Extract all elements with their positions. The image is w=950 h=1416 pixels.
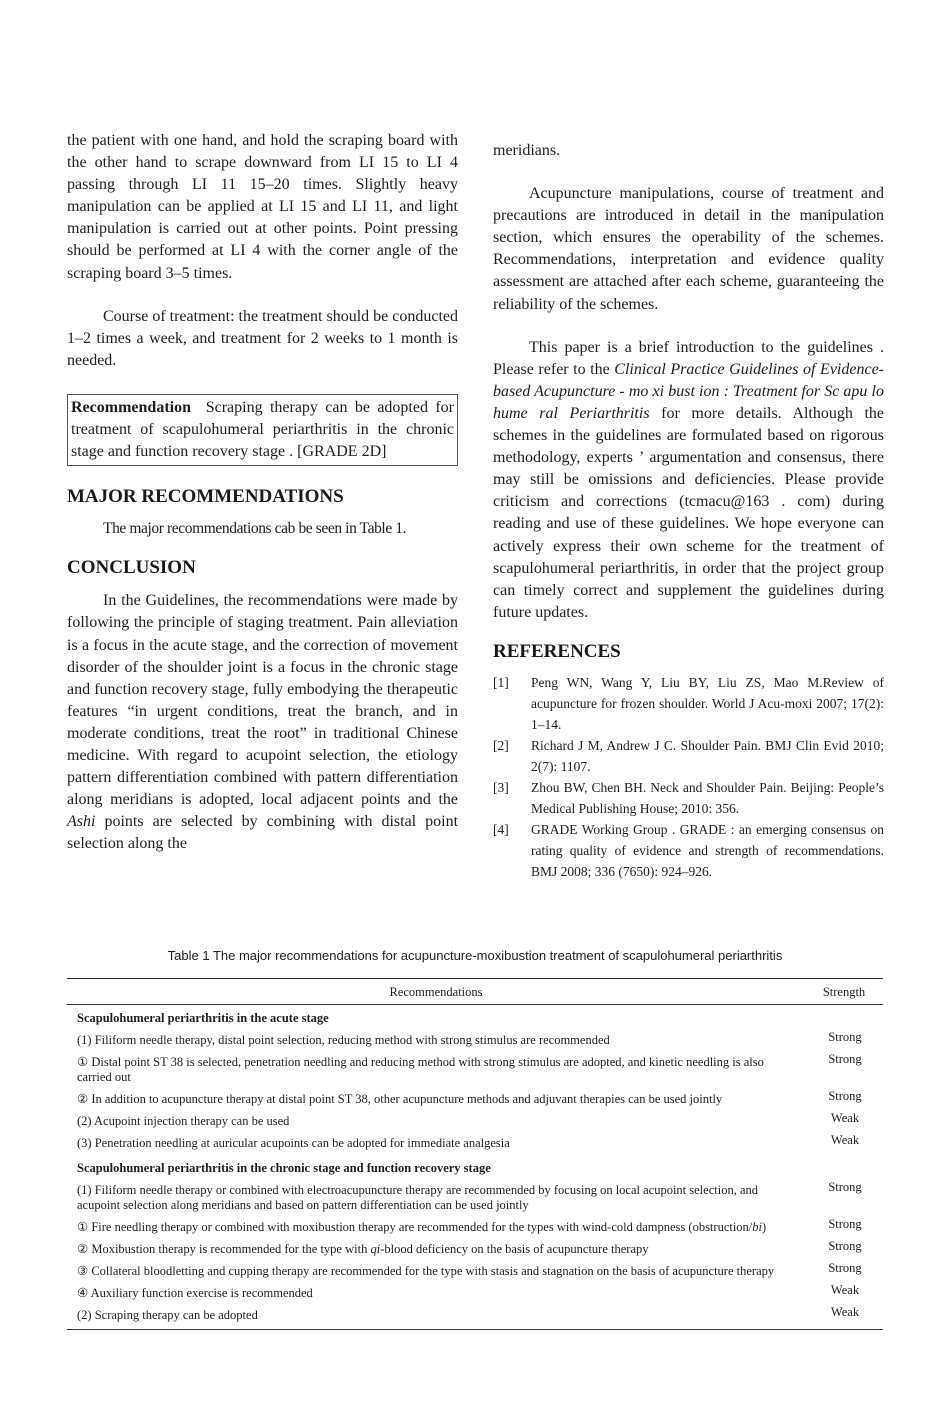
strength-cell: Strong	[828, 1261, 862, 1275]
recommendations-table	[67, 978, 883, 1330]
table-row	[67, 1111, 883, 1133]
major-recommendations-heading: MAJOR RECOMMENDATIONS	[67, 486, 344, 508]
guidelines-title: Clinical Practice Guidelines of Evidence-based Acupuncture - mo xi bust ion : Treatment for Sc apu lo hume ral Periarthritis	[493, 360, 884, 422]
left-column	[67, 130, 458, 855]
table-section-row	[67, 1155, 883, 1180]
conclusion-italic: Ashi	[67, 813, 96, 831]
reference-number: [2]	[493, 737, 509, 753]
right-paragraph-2-a: This paper is a brief introduction to the guidelines . Please refer to the	[493, 338, 884, 378]
recommendation-text-b: )	[762, 1220, 767, 1234]
recommendation-cell	[67, 1239, 805, 1261]
right-column	[493, 130, 884, 882]
strength-cell: Strong	[828, 1180, 862, 1194]
recommendation-text-b: -blood deficiency on the basis of acupuncture therapy	[380, 1242, 649, 1256]
right-paragraph-2	[493, 337, 884, 624]
recommendation-cell: ② In addition to acupuncture therapy at distal point ST 38, other acupuncture methods and adjuvant therapies can be used jointly	[77, 1092, 723, 1106]
reference-item	[493, 819, 884, 882]
table-section-row	[67, 1005, 883, 1031]
strength-cell: Weak	[830, 1133, 860, 1147]
section-title-acute: Scapulohumeral periarthritis in the acute stage	[77, 1011, 329, 1025]
table-row	[67, 1239, 883, 1261]
reference-text: Peng WN, Wang Y, Liu BY, Liu ZS, Mao M.Review of acupuncture for frozen shoulder. World J Acu-moxi 2007; 17(2): 1–14.	[531, 674, 884, 732]
table-row	[67, 1305, 883, 1330]
recommendation-text-a: ② Moxibustion therapy is recommended for the type with	[77, 1242, 371, 1256]
recommendation-cell: (3) Penetration needling at auricular acupoints can be adopted for immediate analgesia	[77, 1136, 510, 1150]
right-paragraph-1: Acupuncture manipulations, course of treatment and precautions are introduced in detail in the manipulation section, which ensures the operability of the schemes. Recommendations, interpretation and evidence quality assessment are attached after each scheme, guaranteeing the reliability of the schemes.	[493, 185, 884, 313]
strength-cell: Weak	[805, 1305, 883, 1330]
table-header-row	[67, 979, 883, 1005]
recommendation-italic: qi	[370, 1242, 381, 1256]
recommendation-cell: ③ Collateral bloodletting and cupping therapy are recommended for the type with stasis and stagnation on the basis of acupuncture therapy	[77, 1264, 775, 1278]
right-paragraph-0: meridians.	[493, 142, 561, 159]
column-header-strength: Strength	[805, 979, 883, 1005]
reference-item	[493, 777, 884, 819]
recommendation-cell: (2) Acupoint injection therapy can be used	[77, 1114, 290, 1128]
references-heading: REFERENCES	[493, 640, 621, 662]
table-row	[67, 1180, 883, 1217]
strength-cell: Strong	[828, 1089, 862, 1103]
conclusion-text-b: points are selected by combining with distal point selection along the	[67, 813, 459, 853]
references-list	[493, 672, 884, 882]
strength-cell: Weak	[830, 1111, 860, 1125]
recommendation-cell: (1) Filiform needle therapy, distal point selection, reducing method with strong stimulus are recommended	[77, 1033, 610, 1047]
table-row	[67, 1089, 883, 1111]
right-paragraph-2-b: for more details. Although the schemes in the guidelines are formulated based on rigorous methodology, experts ’ argumentation and consensus, there may still be omissions and deficiencies. Please provide criticism and corrections (tcmacu@163 . com) during reading and use of these guidelines. We hope everyone can actively express their own scheme for the treatment of scapulohumeral periarthritis, in order that the project group can timely correct and supplement the guidelines during future updates.	[493, 404, 885, 621]
recommendation-text-a: ① Fire needling therapy or combined with moxibustion therapy are recommended for the types with wind-cold dampness (obstruction/	[77, 1220, 753, 1234]
recommendation-text: Scraping therapy can be adopted for treatment of scapulohumeral periarthritis in the chronic stage and function recovery stage . [GRADE 2D]	[71, 398, 454, 461]
reference-item	[493, 672, 884, 735]
course-of-treatment-paragraph: Course of treatment: the treatment should be conducted 1–2 times a week, and treatment for 2 weeks to 1 month is needed.	[67, 307, 458, 369]
reference-number: [3]	[493, 779, 509, 795]
reference-text: Zhou BW, Chen BH. Neck and Shoulder Pain. Beijing: People’s Medical Publishing House; 2010: 356.	[531, 779, 884, 816]
strength-cell: Strong	[828, 1052, 862, 1066]
recommendation-label: Recommendation	[71, 398, 191, 416]
recommendation-cell: ① Distal point ST 38 is selected, penetration needling and reducing method with strong stimulus are adopted, and kinetic needling is also carried out	[77, 1055, 764, 1084]
strength-cell: Weak	[830, 1283, 860, 1297]
reference-number: [4]	[493, 821, 509, 837]
recommendation-cell: ④ Auxiliary function exercise is recommended	[77, 1286, 313, 1300]
major-recommendations-text: The major recommendations cab be seen in Table 1.	[103, 520, 407, 538]
table-caption: Table 1 The major recommendations for acupuncture-moxibustion treatment of scapulohumeral periarthritis	[167, 948, 783, 963]
column-header-recommendations: Recommendations	[67, 979, 805, 1005]
reference-text: Richard J M, Andrew J C. Shoulder Pain. BMJ Clin Evid 2010; 2(7): 1107.	[531, 737, 884, 774]
conclusion-paragraph	[67, 590, 458, 855]
table-row	[67, 1030, 883, 1052]
recommendation-italic: bi	[752, 1220, 763, 1234]
left-paragraph-1: the patient with one hand, and hold the scraping board with the other hand to scrape downward from LI 15 to LI 4 passing through LI 11 15–20 times. Slightly heavy manipulation can be applied at LI 15 and LI 11, and light manipulation is carried out at other points. Point pressing should be performed at LI 4 with the corner angle of the scraping board 3–5 times.	[67, 132, 458, 282]
recommendation-box	[67, 394, 458, 466]
table-row	[67, 1217, 883, 1239]
table-row	[67, 1261, 883, 1283]
recommendation-cell: (1) Filiform needle therapy or combined with electroacupuncture therapy are recommended by focusing on local acupoint selection, and acupoint selection along meridians and based on pattern differentiation can be used jointly	[77, 1183, 758, 1212]
recommendation-cell	[67, 1217, 805, 1239]
reference-number: [1]	[493, 674, 509, 690]
conclusion-heading: CONCLUSION	[67, 557, 196, 579]
conclusion-text-a: In the Guidelines, the recommendations were made by following the principle of staging treatment. Pain alleviation is a focus in the acute stage, and the correction of movement disorder of the shoulder joint is a focus in the chronic stage and function recovery stage, fully embodying the therapeutic features “in urgent conditions, treat the branch, and in moderate conditions, treat the root” in traditional Chinese medicine. With regard to acupoint selection, the etiology pattern differentiation combined with pattern differentiation along meridians is adopted, local adjacent points and the	[67, 592, 458, 809]
strength-cell: Strong	[828, 1030, 862, 1044]
table-row	[67, 1052, 883, 1089]
reference-item	[493, 735, 884, 777]
recommendation-cell: (2) Scraping therapy can be adopted	[67, 1305, 805, 1330]
table-row	[67, 1283, 883, 1305]
reference-text: GRADE Working Group . GRADE : an emerging consensus on rating quality of evidence and strength of recommendations. BMJ 2008; 336 (7650): 924–926.	[531, 821, 884, 879]
table-row	[67, 1133, 883, 1155]
section-title-chronic: Scapulohumeral periarthritis in the chronic stage and function recovery stage	[77, 1161, 491, 1175]
strength-cell: Strong	[828, 1239, 862, 1253]
strength-cell: Strong	[828, 1217, 862, 1231]
